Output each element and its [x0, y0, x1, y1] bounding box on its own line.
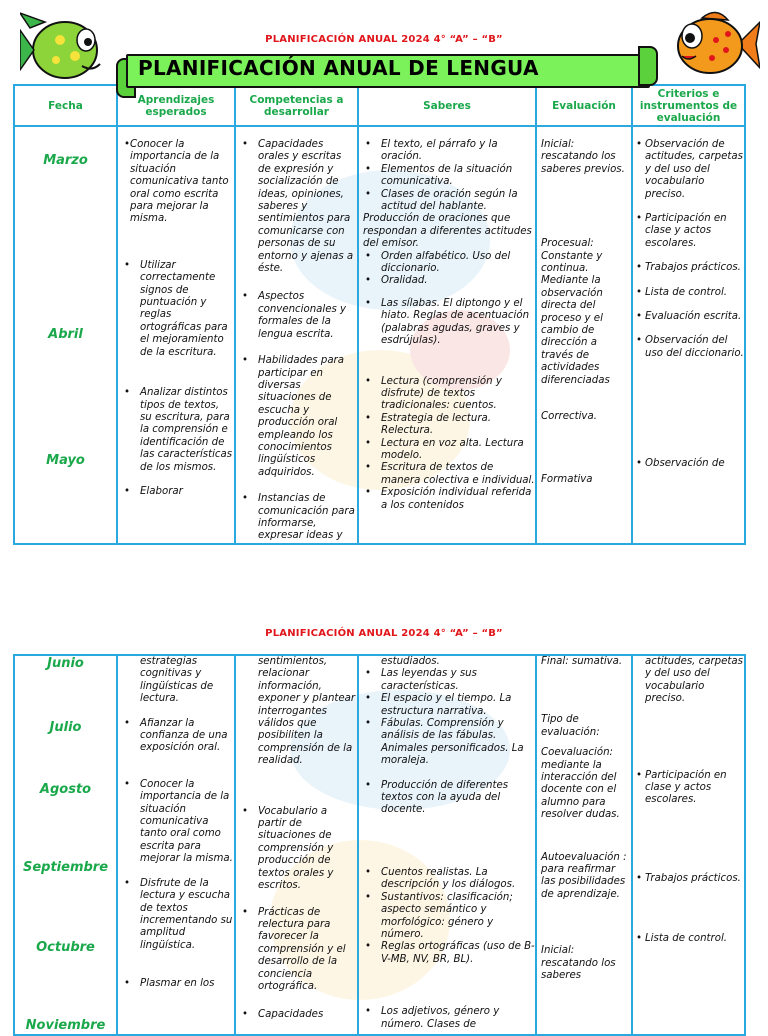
- list-item: • Reglas ortográficas (uso de B-V-MB, NV, BR, BL).: [359, 941, 535, 966]
- list-item: • Producción de diferentes textos con la ayuda del docente.: [359, 780, 535, 817]
- month-label: Septiembre: [22, 860, 109, 875]
- eval-inicial: Inicial: rescatando los saberes: [541, 945, 616, 982]
- month-label: Agosto: [39, 782, 92, 797]
- aprendizajes-text: estrategias cognitivas y lingüísticas de lectura.: [140, 656, 214, 705]
- list-item: • Analizar distintos tipos de textos, su escritura, para la comprensión e identificación de las características de los mismos.: [118, 387, 234, 474]
- list-item: • Capacidades orales y escritas de expresión y socialización de ideas, opiniones, saberes y sentimientos para comunicarse con personas de su entorno y ajenas a éste.: [236, 139, 357, 275]
- list-item: • Observación de actitudes, carpetas y del uso del vocabulario preciso.: [633, 139, 744, 201]
- list-item: • Aspectos convencionales y formales de la lengua escrita.: [236, 291, 357, 341]
- list-item: • Evaluación escrita.: [633, 311, 744, 323]
- list-item: • Orden alfabético. Uso del diccionario.: [359, 251, 535, 276]
- saberes-cell: [358, 126, 536, 544]
- list-item: • Elementos de la situación comunicativa.: [359, 164, 535, 189]
- header-fecha: Fecha: [14, 85, 117, 126]
- list-item: • Oralidad.: [359, 275, 535, 287]
- header-aprendizajes: Aprendizajes esperados: [117, 85, 235, 126]
- eval-final: Final: sumativa.: [541, 656, 623, 667]
- title-banner: [116, 54, 658, 88]
- list-item: • Conocer la importancia de la situación comunicativa tanto oral como escrita para mejorar la misma.: [118, 779, 234, 866]
- eval-tipo: Tipo de evaluación:: [541, 714, 600, 738]
- list-item: • Clases de oración según la actitud del hablante.: [359, 189, 535, 214]
- month-column: [14, 126, 117, 544]
- subtitle: PLANIFICACIÓN ANUAL 2024 4° “A” – “B”: [265, 34, 503, 45]
- page-2: [0, 600, 768, 1033]
- list-item: • Prácticas de relectura para favorecer la comprensión y el desarrollo de la conciencia ortográfica.: [236, 907, 357, 994]
- list-item: • Los adjetivos, género y número. Clases de: [359, 1006, 535, 1031]
- list-item: • Lista de control.: [633, 287, 744, 299]
- list-item: • Elaborar: [118, 486, 234, 498]
- list-item: • Participación en clase y actos escolares.: [633, 213, 744, 250]
- aprendizajes-cell: [117, 126, 235, 544]
- banner-scroll-right: [638, 46, 658, 86]
- competencias-cell: [235, 655, 358, 1035]
- list-item: • Exposición individual referida a los contenidos: [359, 487, 535, 512]
- list-item: • Observación del uso del diccionario.: [633, 335, 744, 360]
- planning-table-2: [13, 654, 746, 1036]
- list-item: • Afianzar la confianza de una exposición oral.: [118, 718, 234, 755]
- eval-autoevaluacion: Autoevaluación : para reafirmar las posibilidades de aprendizaje.: [541, 851, 627, 900]
- header-saberes: Saberes: [358, 85, 536, 126]
- evaluacion-cell: [536, 655, 632, 1035]
- eval-formativa: Formativa: [541, 473, 593, 485]
- saberes-text: Producción de oraciones que respondan a diferentes actitudes del emisor.: [363, 213, 532, 250]
- list-item: • Lectura (comprensión y disfrute) de textos tradicionales: cuentos.: [359, 376, 535, 413]
- month-label: Noviembre: [25, 1018, 106, 1033]
- eval-procesual: Procesual: Constante y continua. Mediante la observación directa del proceso y el cambio de dirección a través de actividades diferenciadas: [541, 238, 610, 386]
- list-item: • Habilidades para participar en diversas situaciones de escucha y producción oral empleando los conocimientos lingüísticos adquiridos.: [236, 355, 357, 479]
- month-label: Mayo: [46, 453, 85, 468]
- header-evaluacion: Evaluación: [536, 85, 632, 126]
- aprendizajes-cell: [117, 655, 235, 1035]
- list-item: • Las leyendas y sus características.: [359, 668, 535, 693]
- list-item: • Fábulas. Comprensión y análisis de las fábulas. Animales personificados. La moraleja.: [359, 718, 535, 768]
- criterios-cell: [632, 655, 745, 1035]
- criterios-cell: [632, 126, 745, 544]
- list-item: • El espacio y el tiempo. La estructura narrativa.: [359, 693, 535, 718]
- planning-table-1: [13, 84, 746, 545]
- month-label: Julio: [49, 720, 82, 735]
- green-fish-icon: [20, 8, 110, 88]
- banner-title: PLANIFICACIÓN ANUAL DE LENGUA: [138, 56, 539, 80]
- list-item: • Disfrute de la lectura y escucha de textos incrementando su amplitud lingüística.: [118, 878, 234, 952]
- list-item: • Utilizar correctamente signos de puntuación y reglas ortográficas para el mejoramiento de la escritura.: [118, 260, 234, 359]
- list-item: • Plasmar en los: [118, 978, 234, 990]
- subtitle: PLANIFICACIÓN ANUAL 2024 4° “A” – “B”: [265, 628, 503, 639]
- list-item: • Estrategia de lectura. Relectura.: [359, 413, 535, 438]
- month-label: Marzo: [43, 153, 88, 168]
- header-criterios: Criterios e instrumentos de evaluación: [632, 85, 745, 126]
- list-item: • Sustantivos: clasificación; aspecto semántico y morfológico: género y número.: [359, 892, 535, 942]
- evaluacion-cell: [536, 126, 632, 544]
- list-item: • Capacidades: [236, 1009, 357, 1021]
- list-item: • Cuentos realistas. La descripción y los diálogos.: [359, 867, 535, 892]
- list-item: • Participación en clase y actos escolares.: [633, 770, 744, 807]
- list-item: • Lectura en voz alta. Lectura modelo.: [359, 438, 535, 463]
- eval-correctiva: Correctiva.: [541, 411, 597, 423]
- month-label: Junio: [47, 656, 84, 671]
- header-competencias: Competencias a desarrollar: [235, 85, 358, 126]
- list-item: • Vocabulario a partir de situaciones de comprensión y producción de textos orales y escritos.: [236, 806, 357, 893]
- saberes-text: estudiados.: [381, 656, 440, 667]
- list-item: • Conocer la importancia de la situación comunicativa tanto oral como escrita para mejorar la misma.: [118, 139, 234, 226]
- list-item: • Observación de: [633, 458, 744, 470]
- month-column: [14, 655, 117, 1035]
- list-item: • Trabajos prácticos.: [633, 873, 744, 885]
- eval-inicial: Inicial: rescatando los saberes previos.: [541, 139, 625, 175]
- list-item: • Escritura de textos de manera colectiva e individual.: [359, 462, 535, 487]
- competencias-cell: [235, 126, 358, 544]
- saberes-cell: [358, 655, 536, 1035]
- competencias-text: sentimientos, relacionar información, exponer y plantear interrogantes válidos que posibiliten la comprensión de la realidad.: [258, 656, 356, 767]
- month-label: Octubre: [36, 940, 95, 955]
- list-item: • Instancias de comunicación para informarse, expresar ideas y: [236, 493, 357, 543]
- list-item: • Trabajos prácticos.: [633, 262, 744, 274]
- eval-coevaluacion: Coevaluación: mediante la interacción del docente con el alumno para resolver dudas.: [541, 747, 620, 821]
- list-item: • El texto, el párrafo y la oración.: [359, 139, 535, 164]
- criterios-text: actitudes, carpetas y del uso del vocabulario preciso.: [645, 656, 743, 705]
- list-item: • Las sílabas. El diptongo y el hiato. Reglas de acentuación (palabras agudas, graves y esdrújulas).: [359, 298, 535, 348]
- list-item: • Lista de control.: [633, 933, 744, 945]
- month-label: Abril: [48, 327, 83, 342]
